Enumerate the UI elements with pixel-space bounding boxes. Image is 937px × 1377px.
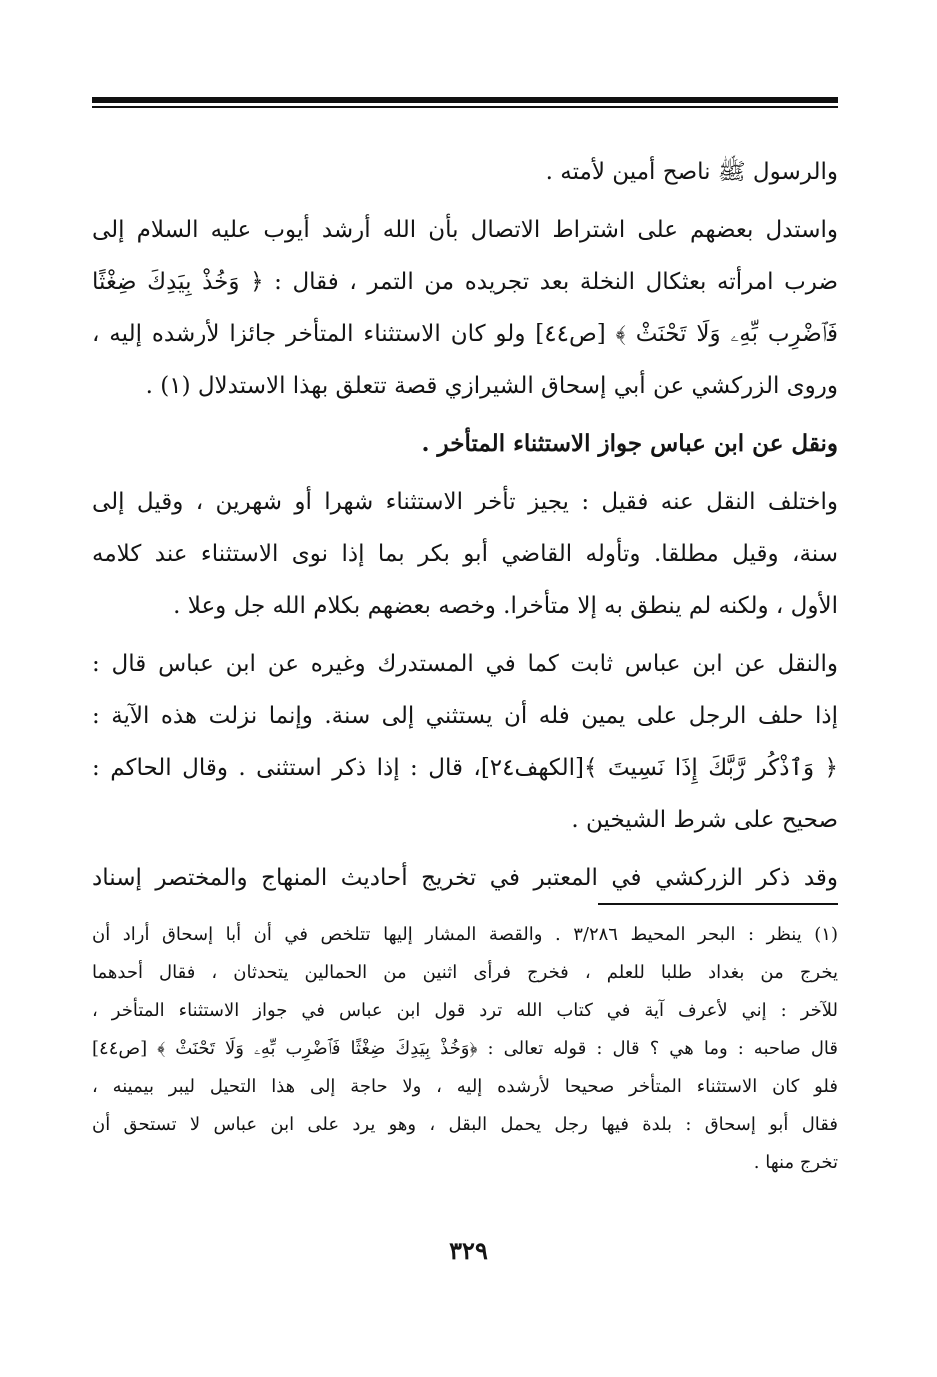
footnotes <box>92 916 838 1182</box>
paragraph-line: ضرب امرأته بعثكال النخلة بعد تجريده من التمر ، فقال : ﴿ وَخُذْ بِيَدِكَ ضِغْثًا <box>92 269 838 295</box>
paragraph-line: وقد ذكر الزركشي في المعتبر في تخريج أحاديث المنهاج والمختصر إسناد <box>92 865 838 891</box>
paragraph-line: فَٱضْرِب بِّهِۦ وَلَا تَحْنَثْ ﴾ [ص٤٤] ولو كان الاستثناء المتأخر جائزا لأرشده إليه ، <box>92 321 838 347</box>
paragraph-line: إذا حلف الرجل على يمين فله أن يستثني إلى سنة. وإنما نزلت هذه الآية : <box>92 703 838 729</box>
footnote-line: فقال أبو إسحاق : بلدة فيها رجل يحمل البقل ، وهو يرد على ابن عباس لا تستحق أن <box>92 1114 838 1135</box>
paragraph-line: الأول ، ولكنه لم ينطق به إلا متأخرا. وخصه بعضهم بكلام الله جل وعلا . <box>173 593 838 619</box>
paragraph-line: والرسول ﷺ ناصح أمين لأمته . <box>545 159 838 185</box>
section-heading: ونقل عن ابن عباس جواز الاستثناء المتأخر . <box>421 430 838 457</box>
footnote-line: للآخر : إني لأعرف آية في كتاب الله ترد قول ابن عباس في جواز الاستثناء المتأخر ، <box>92 1000 838 1021</box>
footnote-line: فلو كان الاستثناء المتأخر صحيحا لأرشده إليه ، ولا حاجة إلى هذا التحيل ليبر بيمينه ، <box>92 1076 838 1097</box>
paragraph-line: صحيح على شرط الشيخين . <box>571 807 838 833</box>
paragraph-line: وروى الزركشي عن أبي إسحاق الشيرازي قصة تتعلق بهذا الاستدلال (١) . <box>145 373 838 399</box>
footnote-line: تخرج منها . <box>753 1152 838 1173</box>
paragraph-line: والنقل عن ابن عباس ثابت كما في المستدرك وغيره عن ابن عباس قال : <box>92 651 838 677</box>
footnote-separator <box>598 903 838 905</box>
main-text <box>92 146 838 904</box>
paragraph-line: ﴿ وَٱذْكُر رَّبَّكَ إِذَا نَسِيتَ ﴾[الكهف٢٤]، قال : إذا ذكر استثنى . وقال الحاكم : <box>92 755 838 781</box>
paragraph-line: واختلف النقل عنه فقيل : يجيز تأخر الاستثناء شهرا أو شهرين ، وقيل إلى <box>92 489 838 515</box>
page-number: ٣٢٩ <box>449 1236 488 1265</box>
footnote-line: يخرج من بغداد طلبا للعلم ، فخرج فرأى اثنين من الحمالين يتحدثان ، فقال أحدهما <box>92 962 838 983</box>
footnote-line: قال صاحبه : وما هي ؟ قال : قوله تعالى : ﴿وَخُذْ بِيَدِكَ ضِغْثًا فَٱضْرِب بِّهِۦ وَلَا تَحْنَثْ ﴾ [ص٤٤] <box>92 1038 838 1059</box>
header-rule-thick <box>92 97 838 103</box>
header-rule-thin <box>92 106 838 108</box>
footnote-line: (١) ينظر : البحر المحيط ٣/٢٨٦ . والقصة المشار إليها تتلخص في أن أبا إسحاق أراد أن <box>92 924 838 945</box>
header-rule <box>92 97 838 108</box>
paragraph-line: واستدل بعضهم على اشتراط الاتصال بأن الله أرشد أيوب عليه السلام إلى <box>92 217 838 243</box>
paragraph-line: سنة، وقيل مطلقا. وتأوله القاضي أبو بكر بما إذا نوى الاستثناء عند كلامه <box>92 541 838 567</box>
